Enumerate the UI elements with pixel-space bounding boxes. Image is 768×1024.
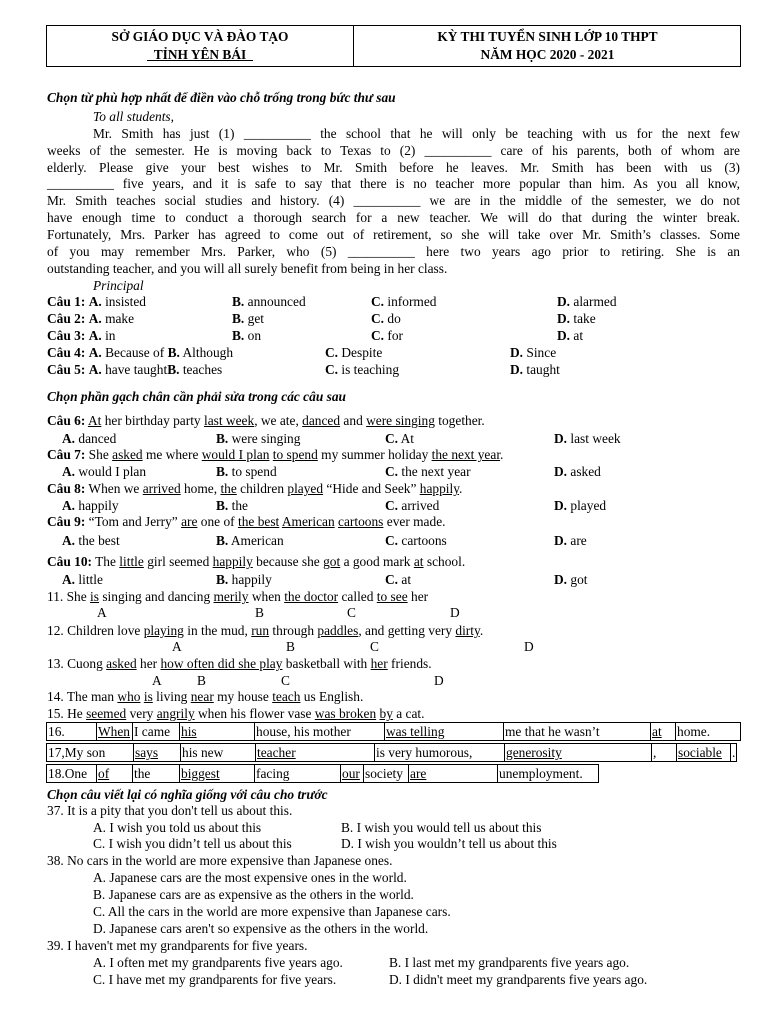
question-stem: Câu 8: When we arrived home, the children played “Hide and Seek” happily. xyxy=(47,481,463,496)
grid-cell: his new xyxy=(181,744,256,762)
grid-cell[interactable]: are xyxy=(409,765,498,783)
answer-letter: B xyxy=(255,605,264,620)
option-letter: C. xyxy=(371,294,385,309)
option-b[interactable]: announced xyxy=(247,294,306,309)
option-b[interactable]: B. American xyxy=(216,533,284,548)
passage-last-line: outstanding teacher, and you will all surely benefit from being in her class. xyxy=(47,261,448,276)
option-letter: B. xyxy=(167,362,180,377)
option-b[interactable]: get xyxy=(247,311,264,326)
word-grid-row-18 xyxy=(46,764,599,783)
grid-cell[interactable]: says xyxy=(134,744,181,762)
option-a[interactable]: A. happily xyxy=(62,498,119,513)
option-letter: C. xyxy=(371,311,385,326)
option-letter: A. xyxy=(88,311,102,326)
option-b[interactable]: B. happily xyxy=(216,572,272,587)
answer-letter: D xyxy=(450,605,460,620)
option-letter: B. xyxy=(232,311,245,326)
option-c[interactable]: is teaching xyxy=(341,362,400,377)
option-letter: A. xyxy=(88,345,102,360)
answer-letter: C xyxy=(347,605,356,620)
question-label: Câu 3: xyxy=(47,328,86,343)
option-b[interactable]: B. I wish you would tell us about this xyxy=(341,820,542,835)
section1-title: Chọn từ phù hợp nhất để điền vào chỗ trống trong bức thư sau xyxy=(47,90,396,105)
school-year: NĂM HỌC 2020 - 2021 xyxy=(480,47,615,62)
answer-letter: A xyxy=(152,673,162,688)
answer-letter: D xyxy=(434,673,444,688)
question-stem: 13. Cuong asked her how often did she play basketball with her friends. xyxy=(47,656,432,671)
passage-line: Mr. Smith has just (1) __________ the school that he will only be teaching with us for the next few xyxy=(93,126,740,141)
option-letter: C. xyxy=(325,345,339,360)
option-b[interactable]: on xyxy=(247,328,262,343)
passage-line: Fortunately, Mrs. Parker has agreed to come out of retirement, so she will take over Mr. Smith’s classes. Some xyxy=(47,227,740,242)
option-d[interactable]: Since xyxy=(526,345,557,360)
question-stem: 39. I haven't met my grandparents for five years. xyxy=(47,938,308,953)
option-letter: C. xyxy=(325,362,339,377)
option-letter: D. xyxy=(557,294,571,309)
option-a[interactable]: A. little xyxy=(62,572,103,587)
option-a[interactable]: in xyxy=(105,328,116,343)
option-b[interactable]: B. Japanese cars are as expensive as the others in the world. xyxy=(93,887,414,902)
option-d[interactable]: D. I didn't meet my grandparents five years ago. xyxy=(389,972,648,987)
passage-line: of you may remember Mrs. Parker, who (5) __________ here two years ago prior to retiring. She is an xyxy=(47,244,740,259)
question-stem: 37. It is a pity that you don't tell us about this. xyxy=(47,803,293,818)
answer-letter: B xyxy=(197,673,206,688)
option-letter: A. xyxy=(88,362,102,377)
question-stem: 12. Children love playing in the mud, run through paddles, and getting very dirty. xyxy=(47,623,484,638)
option-letter: D. xyxy=(557,311,571,326)
grid-cell: house, his mother xyxy=(255,723,385,741)
option-b[interactable]: B. I last met my grandparents five years ago. xyxy=(389,955,630,970)
option-d[interactable]: at xyxy=(573,328,584,343)
option-a[interactable]: A. the best xyxy=(62,533,120,548)
option-c[interactable]: C. at xyxy=(385,572,412,587)
option-letter: D. xyxy=(510,345,524,360)
question-stem: 14. The man who is living near my house teach us English. xyxy=(47,689,364,704)
word-grid-row-17 xyxy=(46,743,737,762)
question-label: Câu 4: xyxy=(47,345,86,360)
letter-salutation: To all students, xyxy=(93,109,174,124)
option-d[interactable]: take xyxy=(573,311,596,326)
question-stem: Câu 7: She asked me where would I plan to spend my summer holiday the next year. xyxy=(47,447,504,462)
grid-cell: home. xyxy=(676,723,741,741)
option-d[interactable]: D. played xyxy=(554,498,607,513)
option-c[interactable]: C. cartoons xyxy=(385,533,447,548)
option-d[interactable]: D. I wish you wouldn’t tell us about this xyxy=(341,836,557,851)
option-a[interactable]: A. danced xyxy=(62,431,117,446)
option-a[interactable]: A. would I plan xyxy=(62,464,147,479)
grid-cell[interactable]: was telling xyxy=(385,723,504,741)
grid-cell: the xyxy=(133,765,180,783)
question-stem: Câu 9: “Tom and Jerry” are one of the best American cartoons ever made. xyxy=(47,514,446,529)
answer-letter: A xyxy=(97,605,107,620)
passage-line: Mr. Smith teaches social studies and history. (4) __________ we are in the middle of the semester, we do not xyxy=(47,193,740,208)
option-b[interactable]: B. to spend xyxy=(216,464,277,479)
grid-cell[interactable]: biggest xyxy=(180,765,255,783)
option-a[interactable]: A. Japanese cars are the most expensive ones in the world. xyxy=(93,870,407,885)
option-a[interactable]: Because of xyxy=(105,345,165,360)
grid-cell: unemployment. xyxy=(498,765,599,783)
answer-letter: A xyxy=(172,639,182,654)
passage-line: have enough time to conduct a thorough search for a new teacher. We will do that during the winter break. xyxy=(47,210,740,225)
option-a[interactable]: make xyxy=(105,311,135,326)
grid-cell: me that he wasn’t xyxy=(504,723,651,741)
option-c[interactable]: C. I wish you didn’t tell us about this xyxy=(93,836,292,851)
option-c[interactable]: Despite xyxy=(341,345,383,360)
option-d[interactable]: D. are xyxy=(554,533,587,548)
exam-title: KỲ THI TUYỂN SINH LỚP 10 THPT xyxy=(437,29,658,44)
grid-cell: 16. xyxy=(47,723,97,741)
question-label: Câu 5: xyxy=(47,362,86,377)
option-letter: A. xyxy=(88,294,102,309)
option-d[interactable]: D. last week xyxy=(554,431,621,446)
option-c[interactable]: for xyxy=(387,328,404,343)
option-c[interactable]: informed xyxy=(387,294,437,309)
grid-cell: 18.One xyxy=(47,765,97,783)
question-stem: Câu 10: The little girl seemed happily because she got a good mark at school. xyxy=(47,554,466,569)
grid-cell: . xyxy=(732,744,736,760)
option-letter: B. xyxy=(232,328,245,343)
option-letter: B. xyxy=(232,294,245,309)
grid-cell: I came xyxy=(133,723,180,741)
option-c[interactable]: do xyxy=(387,311,401,326)
option-a[interactable]: insisted xyxy=(105,294,146,309)
option-b[interactable]: Although xyxy=(182,345,234,360)
section2-title: Chọn phần gạch chân cần phải sửa trong các câu sau xyxy=(47,389,346,404)
grid-cell: society xyxy=(364,765,409,783)
grid-cell: 17,My son xyxy=(47,744,134,762)
option-c[interactable]: C. All the cars in the world are more expensive than Japanese cars. xyxy=(93,904,451,919)
passage-line: __________ five years, and it is safe to say that there is no teacher more popular than him. As you all know, xyxy=(47,176,740,191)
header-underline xyxy=(147,60,253,61)
grid-cell[interactable]: of xyxy=(97,765,133,783)
option-a[interactable]: A. I often met my grandparents five years ago. xyxy=(93,955,343,970)
option-a[interactable]: A. I wish you told us about this xyxy=(93,820,262,835)
grid-cell[interactable]: When xyxy=(97,723,133,741)
option-d[interactable]: D. got xyxy=(554,572,588,587)
grid-cell: facing xyxy=(255,765,341,783)
option-c[interactable]: C. arrived xyxy=(385,498,440,513)
option-b[interactable]: B. the xyxy=(216,498,248,513)
letter-signature: Principal xyxy=(93,278,144,293)
question-stem: 15. He seemed very angrily when his flower vase was broken by a cat. xyxy=(47,706,425,721)
option-c[interactable]: C. the next year xyxy=(385,464,471,479)
option-c[interactable]: C. I have met my grandparents for five years. xyxy=(93,972,337,987)
answer-letter: D xyxy=(524,639,534,654)
option-d[interactable]: alarmed xyxy=(573,294,617,309)
option-c[interactable]: C. At xyxy=(385,431,415,446)
grid-cell[interactable]: sociable xyxy=(677,744,731,762)
option-a[interactable]: have taught xyxy=(105,362,168,377)
question-stem: 38. No cars in the world are more expensive than Japanese ones. xyxy=(47,853,393,868)
grid-cell[interactable]: at xyxy=(651,723,676,741)
option-b[interactable]: teaches xyxy=(182,362,223,377)
passage-line: elderly. Please give your best wishes to Mr. Smith before he leaves. Mr. Smith has been with us (3) xyxy=(47,160,740,175)
grid-cell[interactable]: teacher xyxy=(256,744,375,762)
section3-title: Chọn câu viết lại có nghĩa giống với câu cho trước xyxy=(47,787,328,802)
option-letter: D. xyxy=(557,328,571,343)
grid-cell[interactable]: our xyxy=(341,765,364,783)
word-grid-row-16 xyxy=(46,722,741,741)
option-d[interactable]: D. asked xyxy=(554,464,601,479)
answer-letter: C xyxy=(370,639,379,654)
option-d[interactable]: D. Japanese cars aren't so expensive as the others in the world. xyxy=(93,921,429,936)
grid-cell: , xyxy=(652,744,677,762)
option-letter: C. xyxy=(371,328,385,343)
department-name: SỞ GIÁO DỤC VÀ ĐÀO TẠO xyxy=(111,29,289,44)
question-label: Câu 2: xyxy=(47,311,86,326)
grid-cell: is very humorous, xyxy=(375,744,505,762)
option-d[interactable]: taught xyxy=(526,362,560,377)
option-b[interactable]: B. were singing xyxy=(216,431,301,446)
answer-letter: B xyxy=(286,639,295,654)
province-name: TỈNH YÊN BÁI xyxy=(153,47,247,62)
question-stem: Câu 6: At her birthday party last week, we ate, danced and were singing together. xyxy=(47,413,485,428)
option-letter: B. xyxy=(167,345,180,360)
option-letter: A. xyxy=(88,328,102,343)
answer-letter: C xyxy=(281,673,290,688)
grid-cell[interactable]: his xyxy=(180,723,255,741)
passage-line: weeks of the semester. He is moving back to Texas to (2) __________ care of his parents, both of whom are xyxy=(47,143,740,158)
option-letter: D. xyxy=(510,362,524,377)
question-label: Câu 1: xyxy=(47,294,86,309)
question-stem: 11. She is singing and dancing merily when the doctor called to see her xyxy=(47,589,429,604)
grid-cell[interactable]: generosity xyxy=(505,744,652,762)
